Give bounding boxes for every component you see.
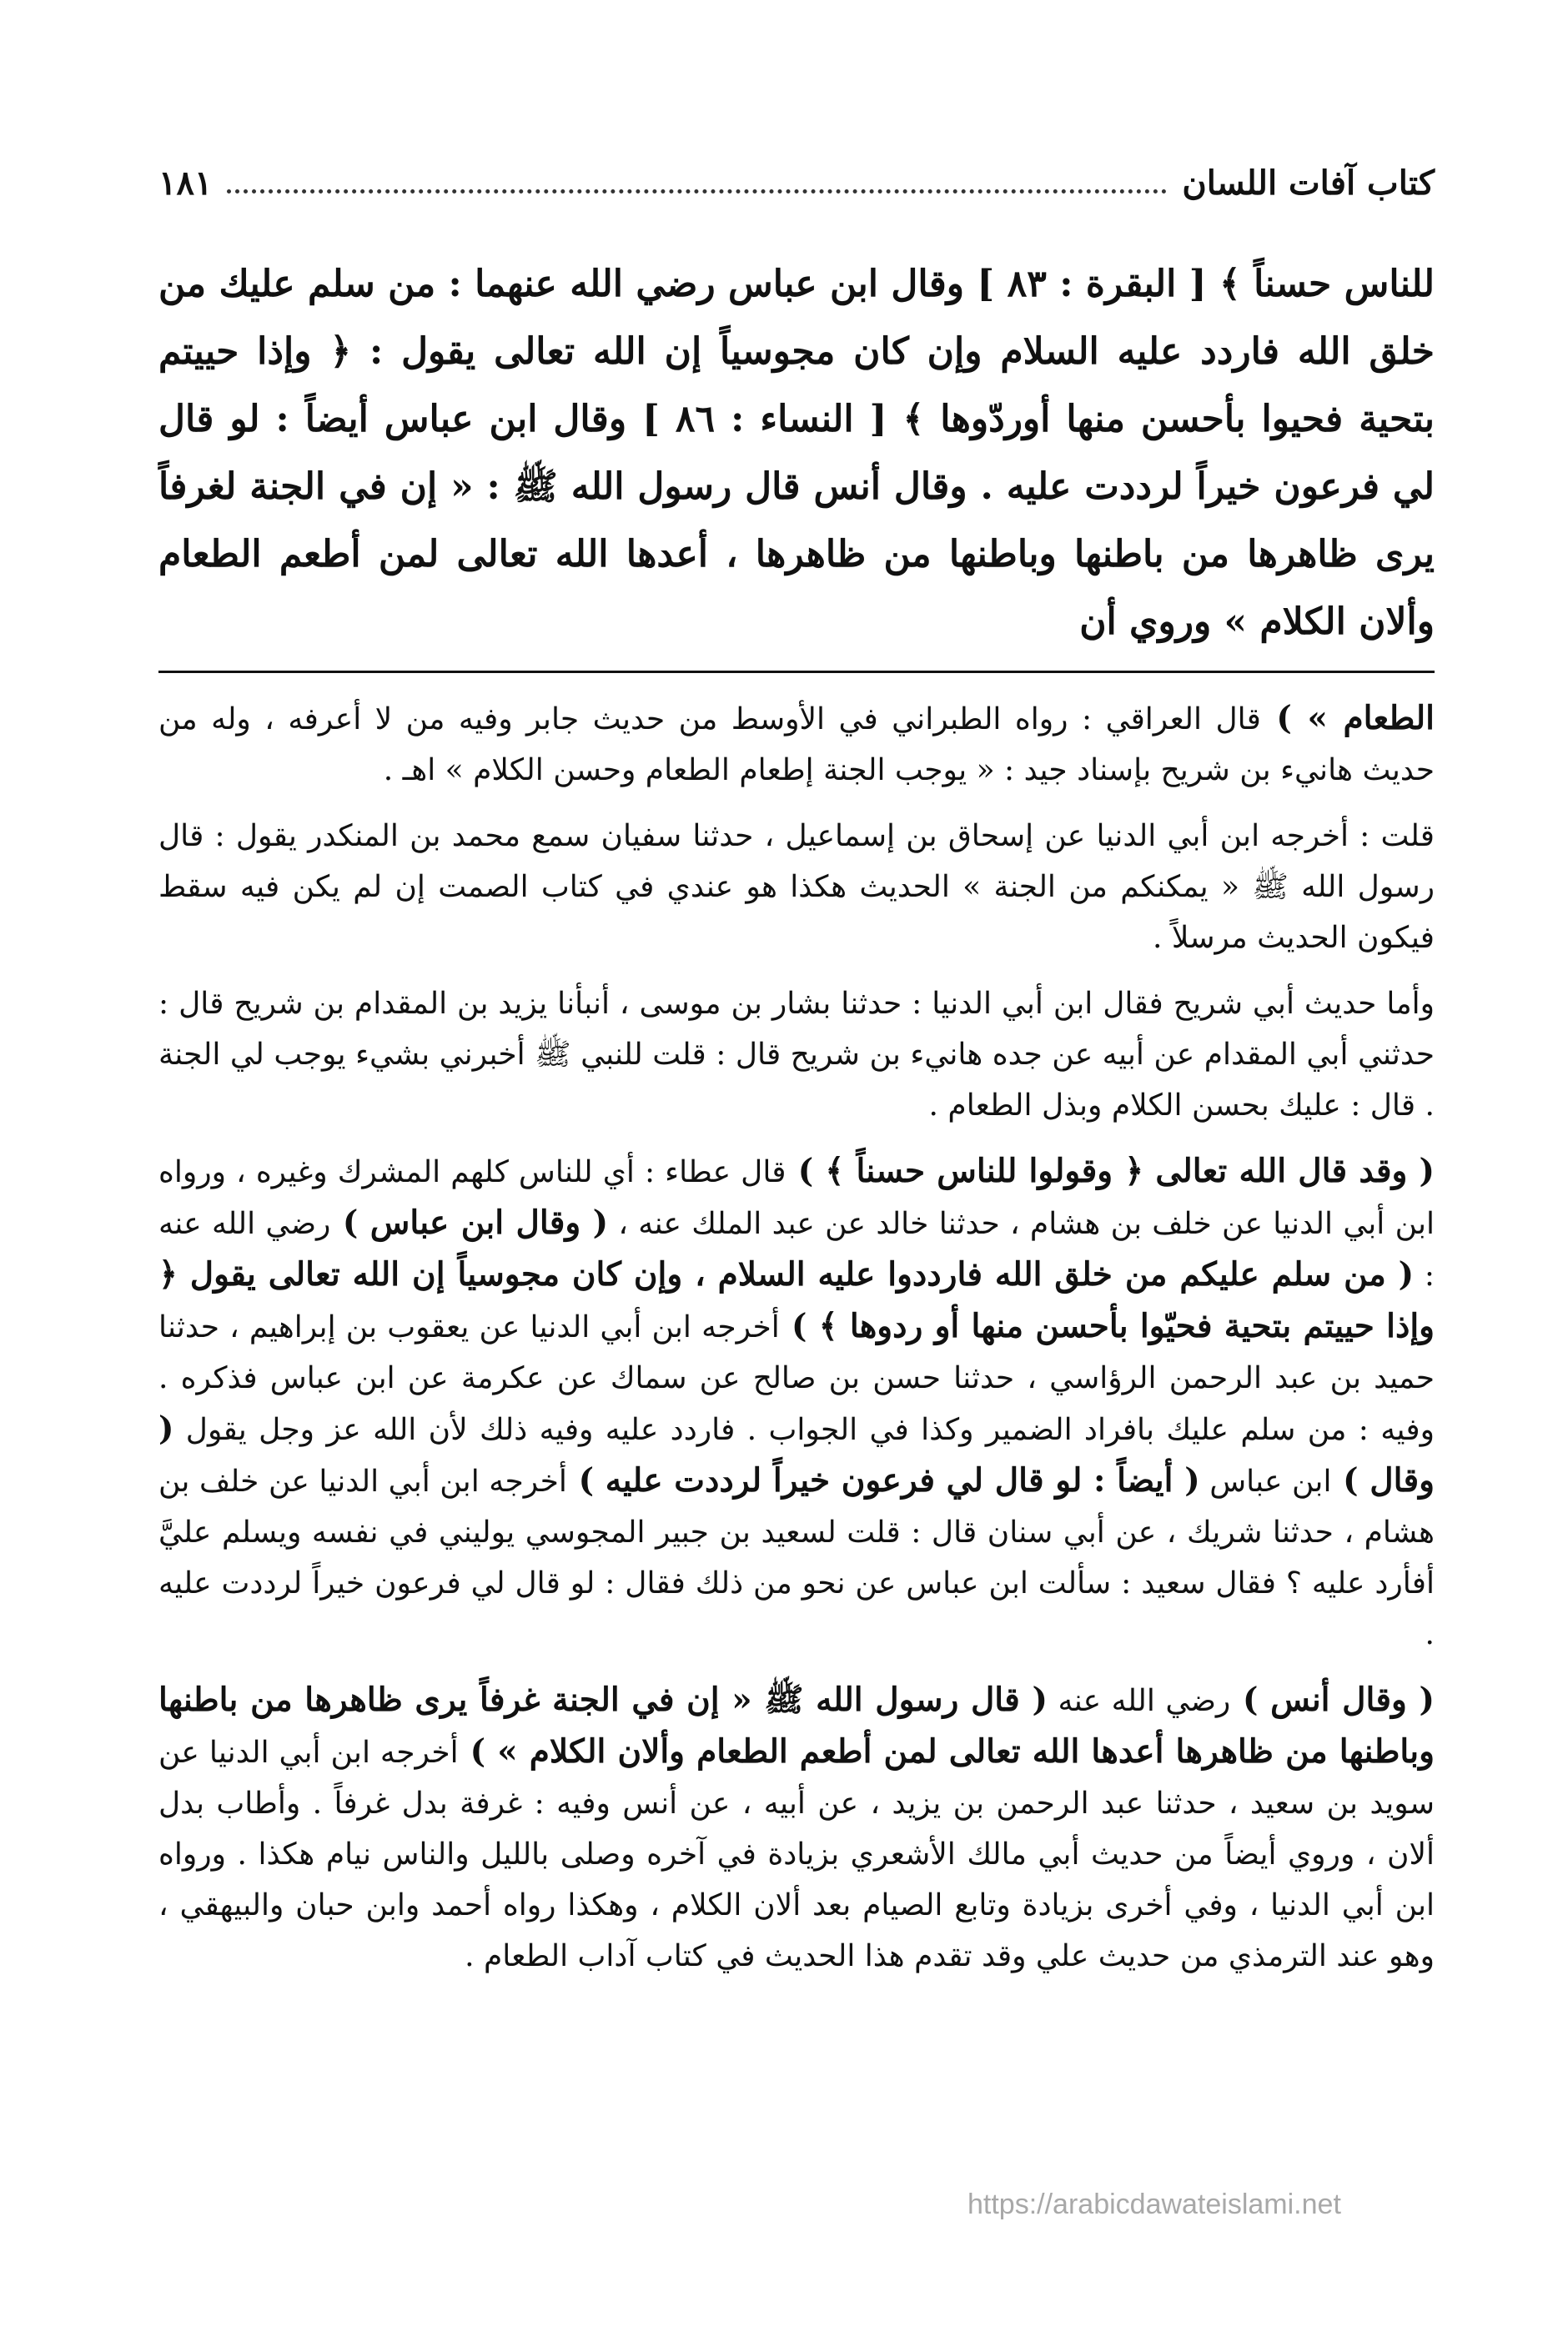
quoted-matn-text: الطعام » )	[1260, 699, 1435, 737]
footnote-paragraph	[158, 693, 1435, 796]
book-page	[158, 125, 1435, 1997]
commentary-text: أخرجه ابن أبي الدنيا عن خلف بن هشام ، حدثنا شريك ، عن أبي سنان قال : قلت لسعيد بن جبير المجوسي يوليني في نفسه ويسلم عليَّ أفأرد عليه ؟ فقال سعيد : سألت ابن عباس عن نحو من ذلك فقال : لو قال لي فرعون خيراً لرددت عليه .	[158, 1465, 1435, 1651]
commentary-text: قال العراقي : رواه الطبراني في الأوسط من حديث جابر وفيه من لا أعرفه ، وله من حديث هانيء بن شريح بإسناد جيد : « يوجب الجنة إطعام الطعام وحسن الكلام » اهـ .	[158, 702, 1435, 787]
quoted-matn-text: ( أيضاً : لو قال لي فرعون خيراً لرددت عليه )	[566, 1461, 1200, 1500]
footnote-paragraph	[158, 1675, 1435, 1982]
commentary-text: أخرجه ابن أبي الدنيا عن سويد بن سعيد ، حدثنا عبد الرحمن بن يزيد ، عن أبيه ، عن أنس وفيه : غرفة بدل غرفاً . وأطاب بدل ألان ، وروي أيضاً من حديث أبي مالك الأشعري بزيادة في آخره وصلى بالليل والناس نيام هكذا . ورواه ابن أبي الدنيا ، وفي أخرى بزيادة وتابع الصيام بعد ألان الكلام ، وهكذا رواه أحمد وابن حبان والبيهقي ، وهو عند الترمذي من حديث علي وقد تقدم هذا الحديث في كتاب آداب الطعام .	[158, 1736, 1435, 1973]
commentary-text: رضي الله عنه :	[158, 1207, 1435, 1293]
footnote-paragraph	[158, 1146, 1435, 1660]
commentary-text: قال عطاء : أي للناس كلهم المشرك وغيره ، ورواه ابن أبي الدنيا عن خلف بن هشام ، حدثنا خالد عن عبد الملك عنه ،	[158, 1155, 1435, 1241]
watermark-url: https://arabicdawateislami.net	[967, 2189, 1341, 2220]
commentary-text: أخرجه ابن أبي الدنيا عن يعقوب بن إبراهيم ، حدثنا حميد بن عبد الرحمن الرؤاسي ، حدثنا حسن بن صالح عن سماك عن عكرمة عن ابن عباس فذكره . وفيه : من سلم عليك بافراد الضمير وكذا في الجواب . فاردد عليه وفيه ذلك لأن الله عز وجل يقول	[158, 1310, 1435, 1447]
running-header	[158, 125, 1435, 203]
main-text-block: للناس حسناً ﴾ [ البقرة : ٨٣ ] وقال ابن عباس رضي الله عنهما : من سلم عليك من خلق الله فاردد عليه السلام وإن كان مجوسياً إن الله تعالى يقول : ﴿ وإذا حييتم بتحية فحيوا بأحسن منها أوردّوها ﴾ [ النساء : ٨٦ ] وقال ابن عباس أيضاً : لو قال لي فرعون خيراً لرددت عليه . وقال أنس قال رسول الله ﷺ : « إن في الجنة لغرفاً يرى ظاهرها من باطنها وباطنها من ظاهرها ، أعدها الله تعالى لمن أطعم الطعام وألان الكلام » وروي أن	[158, 263, 1435, 643]
footnote-paragraph	[158, 811, 1435, 963]
quoted-matn-text: ( وقال ابن عباس )	[330, 1204, 609, 1242]
quoted-matn-text: ( وقال )	[158, 1410, 1435, 1500]
commentary-text: وأما حديث أبي شريح فقال ابن أبي الدنيا : حدثنا بشار بن موسى ، أنبأنا يزيد بن المقدام بن شريح قال : حدثني أبي المقدام عن أبيه عن جده هانيء بن شريح قال : قلت للنبي ﷺ أخبرني بشيء يوجب لي الجنة . قال : عليك بحسن الكلام وبذل الطعام .	[158, 987, 1435, 1123]
header-title: كتاب آفات اللسان	[1182, 163, 1435, 203]
footnote-paragraph	[158, 978, 1435, 1131]
commentary-footnotes	[158, 693, 1435, 1982]
commentary-text: رضي الله عنه	[1047, 1684, 1231, 1718]
quoted-matn-text: ( من سلم عليكم من خلق الله فارددوا عليه السلام ، وإن كان مجوسياً إن الله تعالى يقول ﴿ وإذا حييتم بتحية فحيّوا بأحسن منها أو ردوها ﴾ )	[158, 1255, 1435, 1345]
header-dotted-leader	[227, 189, 1167, 193]
footnote-divider	[158, 671, 1435, 673]
quoted-matn-text: ( قال رسول الله ﷺ « إن في الجنة غرفاً يرى ظاهرها من باطنها وباطنها من ظاهرها أعدها الله تعالى لمن أطعم الطعام وألان الكلام » )	[158, 1681, 1435, 1771]
page-number: ١٨١	[158, 163, 213, 203]
quoted-matn-text: ( وقال أنس )	[1230, 1681, 1435, 1719]
quoted-matn-text: ( وقد قال الله تعالى ﴿ وقولوا للناس حسناً ﴾ )	[786, 1152, 1435, 1190]
commentary-text: ابن عباس	[1199, 1465, 1332, 1499]
commentary-text: قلت : أخرجه ابن أبي الدنيا عن إسحاق بن إسماعيل ، حدثنا سفيان سمع محمد بن المنكدر يقول : قال رسول الله ﷺ « يمكنكم من الجنة » الحديث هكذا هو عندي في كتاب الصمت إن لم يكن فيه سقط فيكون الحديث مرسلاً .	[158, 819, 1435, 955]
